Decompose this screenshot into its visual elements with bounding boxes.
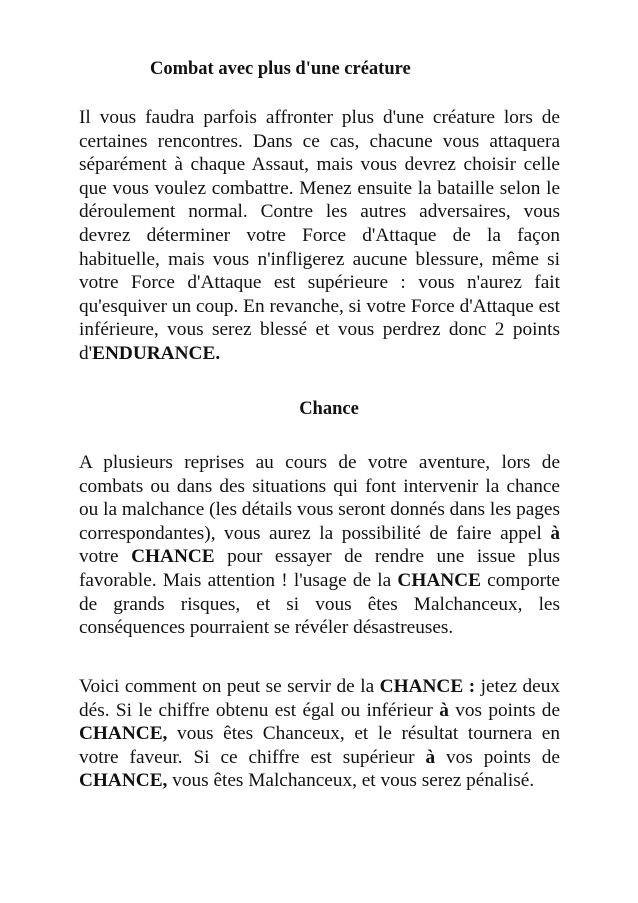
paragraph-chance-rules (79, 675, 560, 793)
section-title-combat: Combat avec plus d'une créature (150, 59, 411, 79)
bold-a: à (550, 522, 560, 544)
text-segment: pour essayer de rendre une issue plus favorable. Mais attention ! l'usage de la (79, 546, 561, 591)
bold-a: à (425, 746, 436, 768)
text-segment: jetez deux dés. Si le chiffre obtenu est égal ou inférieur (79, 676, 561, 721)
bold-a: à (439, 699, 449, 721)
text-segment: vous êtes Chanceux, et le résultat tournera en votre faveur. Si ce chiffre est supérieur (79, 723, 560, 768)
section-title-chance: Chance (299, 399, 359, 419)
paragraph-combat-text: Il vous faudra parfois affronter plus d'une créature lors de certaines rencontres. Dans ce cas, chacune vous attaquera séparément à chaque Assaut, mais vous devrez choisir celle que vous voulez combattre. Menez ensuite la bataille selon le déroulement normal. Contre les autres adversaires, vous devrez déterminer votre Force d'Attaque de la façon habituelle, mais vous n'infligerez aucune blessure, même si votre Force d'Attaque est supérieure : vous n'aurez fait qu'esquiver un coup. En revanche, si votre Force d'Attaque est inférieure, vous serez blessé et vous perdrez donc 2 points d' (79, 107, 560, 364)
paragraph-combat (79, 106, 560, 366)
text-segment: vous êtes Malchanceux, et vous serez pénalisé. (167, 770, 535, 792)
text-segment: votre (79, 546, 132, 568)
text-segment: vos points de (435, 746, 560, 768)
chance-term: CHANCE (131, 546, 215, 568)
chance-term: CHANCE : (379, 676, 476, 697)
text-segment: A plusieurs reprises au cours de votre aventure, lors de combats ou dans des situations qui font intervenir la chance ou la malchance (les détails vous seront donnés dans les pages correspondantes), vous aurez la possibilité de faire appel (79, 452, 560, 544)
chance-term: CHANCE (397, 569, 481, 591)
text-segment: comporte de grands risques, et si vous êtes Malchanceux, les conséquences pourraient se révéler désastreuses. (79, 569, 560, 639)
text-segment: Voici comment on peut se servir de la (79, 676, 380, 697)
paragraph-chance-intro (79, 451, 560, 640)
chance-term: CHANCE, (79, 723, 168, 745)
chance-term: CHANCE, (79, 770, 168, 792)
endurance-term: ENDURANCE. (92, 342, 221, 364)
text-segment: vos points de (448, 699, 561, 721)
